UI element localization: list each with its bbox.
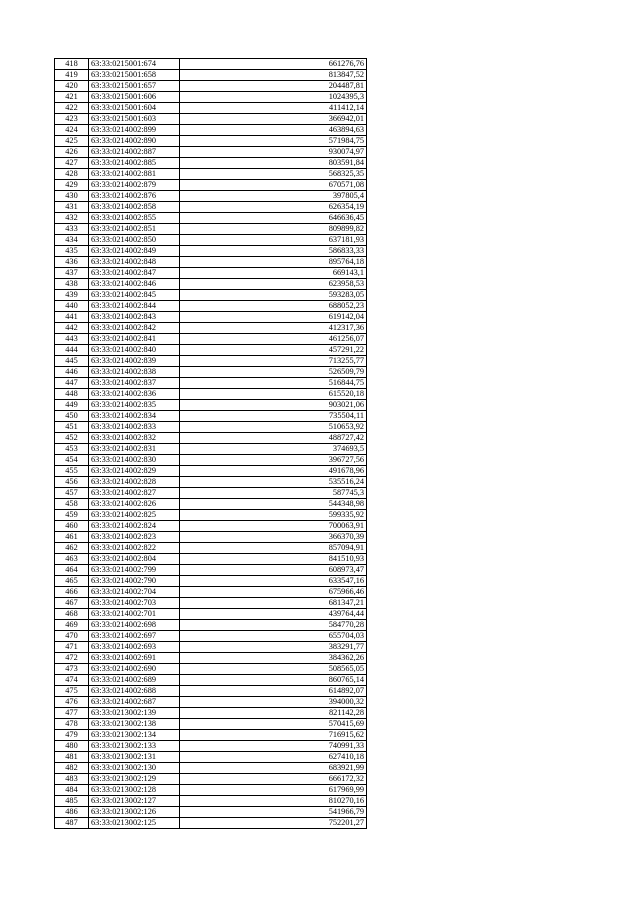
table-row (55, 719, 367, 730)
value-cell: 570415,69 (180, 719, 367, 730)
value-cell: 670571,08 (180, 180, 367, 191)
table-row (55, 323, 367, 334)
value-cell: 394000,32 (180, 697, 367, 708)
row-number-cell: 469 (55, 620, 89, 631)
row-number-cell: 432 (55, 213, 89, 224)
row-number-cell: 453 (55, 444, 89, 455)
value-cell: 841510,93 (180, 554, 367, 565)
row-number-cell: 481 (55, 752, 89, 763)
cadastral-number-cell: 63:33:0214002:840 (89, 345, 180, 356)
table-row (55, 147, 367, 158)
row-number-cell: 435 (55, 246, 89, 257)
cadastral-number-cell: 63:33:0214002:838 (89, 367, 180, 378)
table-row (55, 235, 367, 246)
row-number-cell: 482 (55, 763, 89, 774)
table-row (55, 301, 367, 312)
table-row (55, 697, 367, 708)
cadastral-number-cell: 63:33:0213002:126 (89, 807, 180, 818)
value-cell: 614892,07 (180, 686, 367, 697)
table-row (55, 158, 367, 169)
table-row (55, 268, 367, 279)
row-number-cell: 431 (55, 202, 89, 213)
value-cell: 439764,44 (180, 609, 367, 620)
value-cell: 675966,46 (180, 587, 367, 598)
value-cell: 903021,06 (180, 400, 367, 411)
table-row (55, 400, 367, 411)
table-row (55, 477, 367, 488)
cadastral-number-cell: 63:33:0214002:829 (89, 466, 180, 477)
cadastral-number-cell: 63:33:0214002:846 (89, 279, 180, 290)
cadastral-number-cell: 63:33:0213002:129 (89, 774, 180, 785)
table-row (55, 488, 367, 499)
value-cell: 810270,16 (180, 796, 367, 807)
cadastral-number-cell: 63:33:0214002:844 (89, 301, 180, 312)
row-number-cell: 487 (55, 818, 89, 829)
value-cell: 544348,98 (180, 499, 367, 510)
cadastral-number-cell: 63:33:0213002:138 (89, 719, 180, 730)
value-cell: 619142,04 (180, 312, 367, 323)
table-row (55, 807, 367, 818)
row-number-cell: 418 (55, 59, 89, 70)
value-cell: 461256,07 (180, 334, 367, 345)
row-number-cell: 457 (55, 488, 89, 499)
cadastral-number-cell: 63:33:0214002:885 (89, 158, 180, 169)
table-row (55, 752, 367, 763)
cadastral-number-cell: 63:33:0214002:825 (89, 510, 180, 521)
value-cell: 669143,1 (180, 268, 367, 279)
row-number-cell: 438 (55, 279, 89, 290)
cadastral-number-cell: 63:33:0214002:851 (89, 224, 180, 235)
row-number-cell: 447 (55, 378, 89, 389)
table-row (55, 213, 367, 224)
cadastral-number-cell: 63:33:0214002:831 (89, 444, 180, 455)
table-row (55, 741, 367, 752)
table-row (55, 70, 367, 81)
value-cell: 688052,23 (180, 301, 367, 312)
table-row (55, 224, 367, 235)
row-number-cell: 445 (55, 356, 89, 367)
row-number-cell: 451 (55, 422, 89, 433)
cadastral-number-cell: 63:33:0214002:824 (89, 521, 180, 532)
row-number-cell: 480 (55, 741, 89, 752)
row-number-cell: 437 (55, 268, 89, 279)
cadastral-number-cell: 63:33:0213002:139 (89, 708, 180, 719)
row-number-cell: 444 (55, 345, 89, 356)
cadastral-number-cell: 63:33:0213002:134 (89, 730, 180, 741)
value-cell: 716915,62 (180, 730, 367, 741)
row-number-cell: 463 (55, 554, 89, 565)
cadastral-number-cell: 63:33:0214002:691 (89, 653, 180, 664)
value-cell: 803591,84 (180, 158, 367, 169)
cadastral-number-cell: 63:33:0214002:828 (89, 477, 180, 488)
value-cell: 366942,01 (180, 114, 367, 125)
value-cell: 608973,47 (180, 565, 367, 576)
value-cell: 633547,16 (180, 576, 367, 587)
value-cell: 535516,24 (180, 477, 367, 488)
table-row (55, 136, 367, 147)
value-cell: 735504,11 (180, 411, 367, 422)
table-row (55, 774, 367, 785)
cadastral-number-cell: 63:33:0214002:823 (89, 532, 180, 543)
table-row (55, 686, 367, 697)
value-cell: 384362,26 (180, 653, 367, 664)
cadastral-number-cell: 63:33:0214002:848 (89, 257, 180, 268)
cadastral-number-cell: 63:33:0214002:799 (89, 565, 180, 576)
row-number-cell: 467 (55, 598, 89, 609)
cadastral-number-cell: 63:33:0215001:674 (89, 59, 180, 70)
row-number-cell: 460 (55, 521, 89, 532)
cadastral-number-cell: 63:33:0214002:688 (89, 686, 180, 697)
value-cell: 587745,3 (180, 488, 367, 499)
cadastral-number-cell: 63:33:0214002:693 (89, 642, 180, 653)
row-number-cell: 420 (55, 81, 89, 92)
table-row (55, 279, 367, 290)
cadastral-number-cell: 63:33:0214002:847 (89, 268, 180, 279)
value-cell: 655704,03 (180, 631, 367, 642)
row-number-cell: 472 (55, 653, 89, 664)
row-number-cell: 433 (55, 224, 89, 235)
row-number-cell: 443 (55, 334, 89, 345)
table-row (55, 114, 367, 125)
value-cell: 397805,4 (180, 191, 367, 202)
table-row (55, 510, 367, 521)
value-cell: 752201,27 (180, 818, 367, 829)
table-row (55, 290, 367, 301)
row-number-cell: 436 (55, 257, 89, 268)
value-cell: 488727,42 (180, 433, 367, 444)
row-number-cell: 423 (55, 114, 89, 125)
value-cell: 626354,19 (180, 202, 367, 213)
cadastral-number-cell: 63:33:0213002:128 (89, 785, 180, 796)
row-number-cell: 475 (55, 686, 89, 697)
row-number-cell: 456 (55, 477, 89, 488)
cadastral-number-cell: 63:33:0215001:604 (89, 103, 180, 114)
row-number-cell: 465 (55, 576, 89, 587)
cadastral-number-cell: 63:33:0214002:858 (89, 202, 180, 213)
cadastral-number-cell: 63:33:0214002:899 (89, 125, 180, 136)
row-number-cell: 428 (55, 169, 89, 180)
value-cell: 457291,22 (180, 345, 367, 356)
table-row (55, 59, 367, 70)
cadastral-number-cell: 63:33:0214002:804 (89, 554, 180, 565)
row-number-cell: 473 (55, 664, 89, 675)
value-cell: 411412,14 (180, 103, 367, 114)
cadastral-number-cell: 63:33:0214002:697 (89, 631, 180, 642)
table-row (55, 191, 367, 202)
value-cell: 412317,36 (180, 323, 367, 334)
row-number-cell: 427 (55, 158, 89, 169)
cadastral-number-cell: 63:33:0214002:850 (89, 235, 180, 246)
value-cell: 857094,91 (180, 543, 367, 554)
row-number-cell: 476 (55, 697, 89, 708)
table-row (55, 466, 367, 477)
cadastral-number-cell: 63:33:0214002:834 (89, 411, 180, 422)
value-cell: 646636,45 (180, 213, 367, 224)
value-cell: 623958,53 (180, 279, 367, 290)
cadastral-number-cell: 63:33:0214002:835 (89, 400, 180, 411)
table-row (55, 81, 367, 92)
row-number-cell: 477 (55, 708, 89, 719)
table-row (55, 169, 367, 180)
cadastral-number-cell: 63:33:0214002:827 (89, 488, 180, 499)
cadastral-number-cell: 63:33:0214002:689 (89, 675, 180, 686)
table-row (55, 356, 367, 367)
value-cell: 681347,21 (180, 598, 367, 609)
row-number-cell: 419 (55, 70, 89, 81)
cadastral-number-cell: 63:33:0215001:606 (89, 92, 180, 103)
row-number-cell: 446 (55, 367, 89, 378)
cadastral-number-cell: 63:33:0214002:876 (89, 191, 180, 202)
cadastral-number-cell: 63:33:0214002:826 (89, 499, 180, 510)
value-cell: 383291,77 (180, 642, 367, 653)
table-row (55, 202, 367, 213)
row-number-cell: 424 (55, 125, 89, 136)
cadastral-value-table (54, 58, 367, 829)
row-number-cell: 426 (55, 147, 89, 158)
cadastral-number-cell: 63:33:0214002:841 (89, 334, 180, 345)
table-row (55, 521, 367, 532)
cadastral-number-cell: 63:33:0214002:845 (89, 290, 180, 301)
value-cell: 571984,75 (180, 136, 367, 147)
value-cell: 526509,79 (180, 367, 367, 378)
table-row (55, 345, 367, 356)
cadastral-number-cell: 63:33:0214002:830 (89, 455, 180, 466)
value-cell: 491678,96 (180, 466, 367, 477)
value-cell: 508565,05 (180, 664, 367, 675)
table-row (55, 675, 367, 686)
table-row (55, 433, 367, 444)
row-number-cell: 478 (55, 719, 89, 730)
value-cell: 700063,91 (180, 521, 367, 532)
table-row (55, 180, 367, 191)
cadastral-number-cell: 63:33:0214002:790 (89, 576, 180, 587)
cadastral-number-cell: 63:33:0215001:657 (89, 81, 180, 92)
value-cell: 809899,82 (180, 224, 367, 235)
table-row (55, 378, 367, 389)
table-row (55, 334, 367, 345)
row-number-cell: 439 (55, 290, 89, 301)
row-number-cell: 462 (55, 543, 89, 554)
cadastral-number-cell: 63:33:0214002:837 (89, 378, 180, 389)
cadastral-number-cell: 63:33:0213002:127 (89, 796, 180, 807)
table-row (55, 708, 367, 719)
value-cell: 510653,92 (180, 422, 367, 433)
table-row (55, 785, 367, 796)
table-row (55, 444, 367, 455)
cadastral-number-cell: 63:33:0214002:833 (89, 422, 180, 433)
row-number-cell: 425 (55, 136, 89, 147)
value-cell: 584770,28 (180, 620, 367, 631)
value-cell: 1024395,3 (180, 92, 367, 103)
cadastral-number-cell: 63:33:0214002:822 (89, 543, 180, 554)
table-row (55, 631, 367, 642)
table-row (55, 598, 367, 609)
row-number-cell: 458 (55, 499, 89, 510)
value-cell: 568325,35 (180, 169, 367, 180)
row-number-cell: 468 (55, 609, 89, 620)
cadastral-number-cell: 63:33:0214002:687 (89, 697, 180, 708)
row-number-cell: 441 (55, 312, 89, 323)
cadastral-number-cell: 63:33:0214002:879 (89, 180, 180, 191)
row-number-cell: 450 (55, 411, 89, 422)
table-row (55, 422, 367, 433)
value-cell: 895764,18 (180, 257, 367, 268)
value-cell: 627410,18 (180, 752, 367, 763)
row-number-cell: 470 (55, 631, 89, 642)
cadastral-number-cell: 63:33:0214002:704 (89, 587, 180, 598)
value-cell: 374693,5 (180, 444, 367, 455)
cadastral-number-cell: 63:33:0214002:843 (89, 312, 180, 323)
row-number-cell: 442 (55, 323, 89, 334)
table-row (55, 257, 367, 268)
value-cell: 586833,33 (180, 246, 367, 257)
cadastral-number-cell: 63:33:0213002:131 (89, 752, 180, 763)
table-row (55, 103, 367, 114)
row-number-cell: 454 (55, 455, 89, 466)
row-number-cell: 464 (55, 565, 89, 576)
cadastral-number-cell: 63:33:0213002:125 (89, 818, 180, 829)
value-cell: 930074,97 (180, 147, 367, 158)
table-row (55, 455, 367, 466)
row-number-cell: 479 (55, 730, 89, 741)
row-number-cell: 429 (55, 180, 89, 191)
table-row (55, 763, 367, 774)
table-row (55, 389, 367, 400)
value-cell: 463894,63 (180, 125, 367, 136)
table-row (55, 499, 367, 510)
table-row (55, 543, 367, 554)
row-number-cell: 486 (55, 807, 89, 818)
row-number-cell: 448 (55, 389, 89, 400)
row-number-cell: 434 (55, 235, 89, 246)
table-row (55, 609, 367, 620)
row-number-cell: 440 (55, 301, 89, 312)
table-row (55, 620, 367, 631)
cadastral-number-cell: 63:33:0214002:881 (89, 169, 180, 180)
row-number-cell: 483 (55, 774, 89, 785)
cadastral-number-cell: 63:33:0214002:701 (89, 609, 180, 620)
table-row (55, 576, 367, 587)
row-number-cell: 449 (55, 400, 89, 411)
value-cell: 204487,81 (180, 81, 367, 92)
value-cell: 713255,77 (180, 356, 367, 367)
value-cell: 666172,32 (180, 774, 367, 785)
value-cell: 617969,99 (180, 785, 367, 796)
cadastral-number-cell: 63:33:0214002:849 (89, 246, 180, 257)
value-cell: 541966,79 (180, 807, 367, 818)
cadastral-number-cell: 63:33:0214002:839 (89, 356, 180, 367)
row-number-cell: 421 (55, 92, 89, 103)
table-row (55, 587, 367, 598)
table-row (55, 312, 367, 323)
cadastral-number-cell: 63:33:0214002:842 (89, 323, 180, 334)
row-number-cell: 484 (55, 785, 89, 796)
cadastral-number-cell: 63:33:0214002:887 (89, 147, 180, 158)
row-number-cell: 452 (55, 433, 89, 444)
value-cell: 661276,76 (180, 59, 367, 70)
cadastral-number-cell: 63:33:0214002:855 (89, 213, 180, 224)
row-number-cell: 430 (55, 191, 89, 202)
table-row (55, 730, 367, 741)
cadastral-number-cell: 63:33:0214002:690 (89, 664, 180, 675)
value-cell: 615520,18 (180, 389, 367, 400)
cadastral-number-cell: 63:33:0214002:698 (89, 620, 180, 631)
row-number-cell: 474 (55, 675, 89, 686)
row-number-cell: 466 (55, 587, 89, 598)
cadastral-number-cell: 63:33:0215001:603 (89, 114, 180, 125)
table-row (55, 411, 367, 422)
table-row (55, 796, 367, 807)
value-cell: 366370,39 (180, 532, 367, 543)
value-cell: 683921,99 (180, 763, 367, 774)
value-cell: 740991,33 (180, 741, 367, 752)
row-number-cell: 455 (55, 466, 89, 477)
cadastral-number-cell: 63:33:0214002:832 (89, 433, 180, 444)
table-row (55, 532, 367, 543)
value-cell: 813847,52 (180, 70, 367, 81)
value-cell: 860765,14 (180, 675, 367, 686)
cadastral-number-cell: 63:33:0214002:703 (89, 598, 180, 609)
value-cell: 637181,93 (180, 235, 367, 246)
value-cell: 593283,05 (180, 290, 367, 301)
cadastral-number-cell: 63:33:0213002:133 (89, 741, 180, 752)
row-number-cell: 485 (55, 796, 89, 807)
table-row (55, 367, 367, 378)
table-row (55, 642, 367, 653)
cadastral-number-cell: 63:33:0214002:836 (89, 389, 180, 400)
table-row (55, 818, 367, 829)
value-cell: 516844,75 (180, 378, 367, 389)
row-number-cell: 471 (55, 642, 89, 653)
value-cell: 396727,56 (180, 455, 367, 466)
table-body (55, 59, 367, 829)
table-row (55, 664, 367, 675)
table-row (55, 125, 367, 136)
cadastral-number-cell: 63:33:0213002:130 (89, 763, 180, 774)
value-cell: 599335,92 (180, 510, 367, 521)
row-number-cell: 459 (55, 510, 89, 521)
cadastral-number-cell: 63:33:0215001:658 (89, 70, 180, 81)
row-number-cell: 422 (55, 103, 89, 114)
value-cell: 821142,28 (180, 708, 367, 719)
table-row (55, 92, 367, 103)
row-number-cell: 461 (55, 532, 89, 543)
table-row (55, 246, 367, 257)
table-row (55, 565, 367, 576)
cadastral-number-cell: 63:33:0214002:890 (89, 136, 180, 147)
table-row (55, 554, 367, 565)
table-row (55, 653, 367, 664)
